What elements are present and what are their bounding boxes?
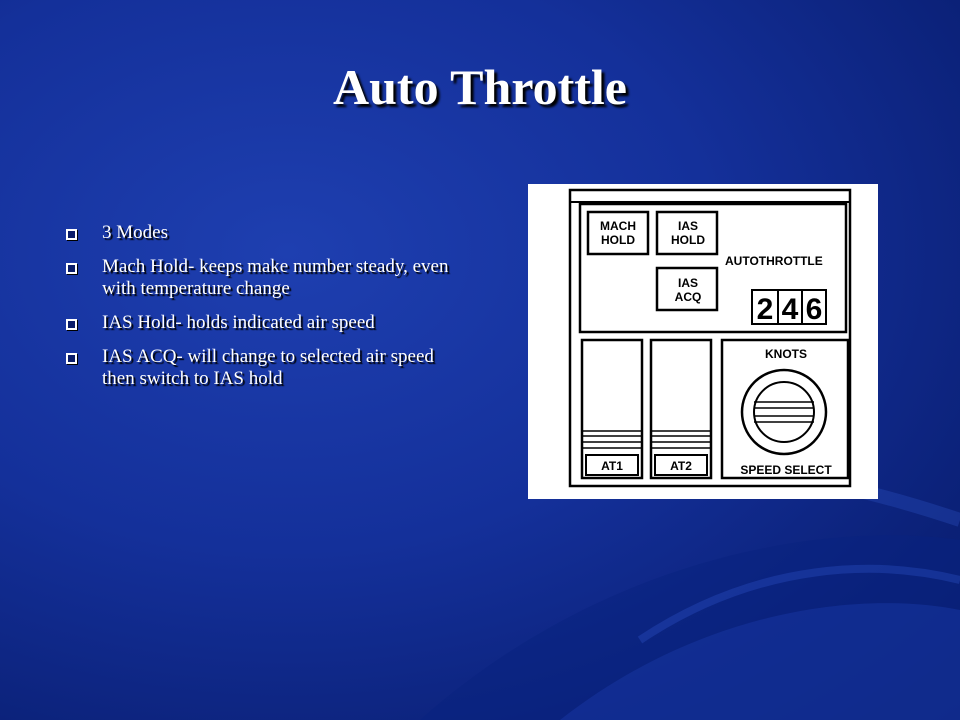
ias-hold-label-2: HOLD xyxy=(671,233,705,247)
bullet-item xyxy=(66,256,466,300)
at2-label: AT2 xyxy=(670,459,692,473)
speed-digit-tens: 4 xyxy=(781,293,799,326)
ias-acq-label-1: IAS xyxy=(677,276,699,290)
bullet-item xyxy=(66,222,466,244)
bullet-item xyxy=(66,346,466,390)
checkbox-bullet-icon xyxy=(66,229,77,240)
bullet-text: IAS Hold- holds indicated air speed xyxy=(102,312,375,333)
ias-acq-button xyxy=(657,268,717,310)
checkbox-bullet-icon xyxy=(66,319,77,330)
knots-label: KNOTS xyxy=(765,347,807,361)
at1-switch xyxy=(582,340,642,478)
speed-digit-ones: 6 xyxy=(805,293,823,326)
ias-acq-label-2: ACQ xyxy=(674,290,702,304)
slide-title: Auto Throttle xyxy=(333,59,627,115)
checkbox-bullet-icon xyxy=(66,263,77,274)
speed-readout xyxy=(752,290,826,326)
bullet-text: 3 Modes xyxy=(102,222,168,243)
bullet-list xyxy=(66,222,466,402)
speed-select-label: SPEED SELECT xyxy=(740,463,832,477)
ias-hold-label-1: IAS xyxy=(677,219,699,233)
speed-select-section xyxy=(722,340,848,478)
checkbox-bullet-icon xyxy=(66,353,77,364)
mach-hold-label-1: MACH xyxy=(600,219,636,233)
speed-digit-hundreds: 2 xyxy=(756,293,774,326)
at1-label: AT1 xyxy=(601,459,623,473)
mach-hold-label-2: HOLD xyxy=(601,233,635,247)
autothrottle-panel-diagram xyxy=(528,184,878,499)
bullet-text: Mach Hold- keeps make number steady, even with temperature change xyxy=(102,256,449,299)
autothrottle-label: AUTOTHROTTLE xyxy=(725,254,823,268)
mach-hold-button xyxy=(588,212,648,254)
ias-hold-button xyxy=(657,212,717,254)
speed-select-knob xyxy=(742,370,826,454)
bullet-text: IAS ACQ- will change to selected air speed then switch to IAS hold xyxy=(102,346,434,389)
bullet-item xyxy=(66,312,466,334)
at2-switch xyxy=(651,340,711,478)
